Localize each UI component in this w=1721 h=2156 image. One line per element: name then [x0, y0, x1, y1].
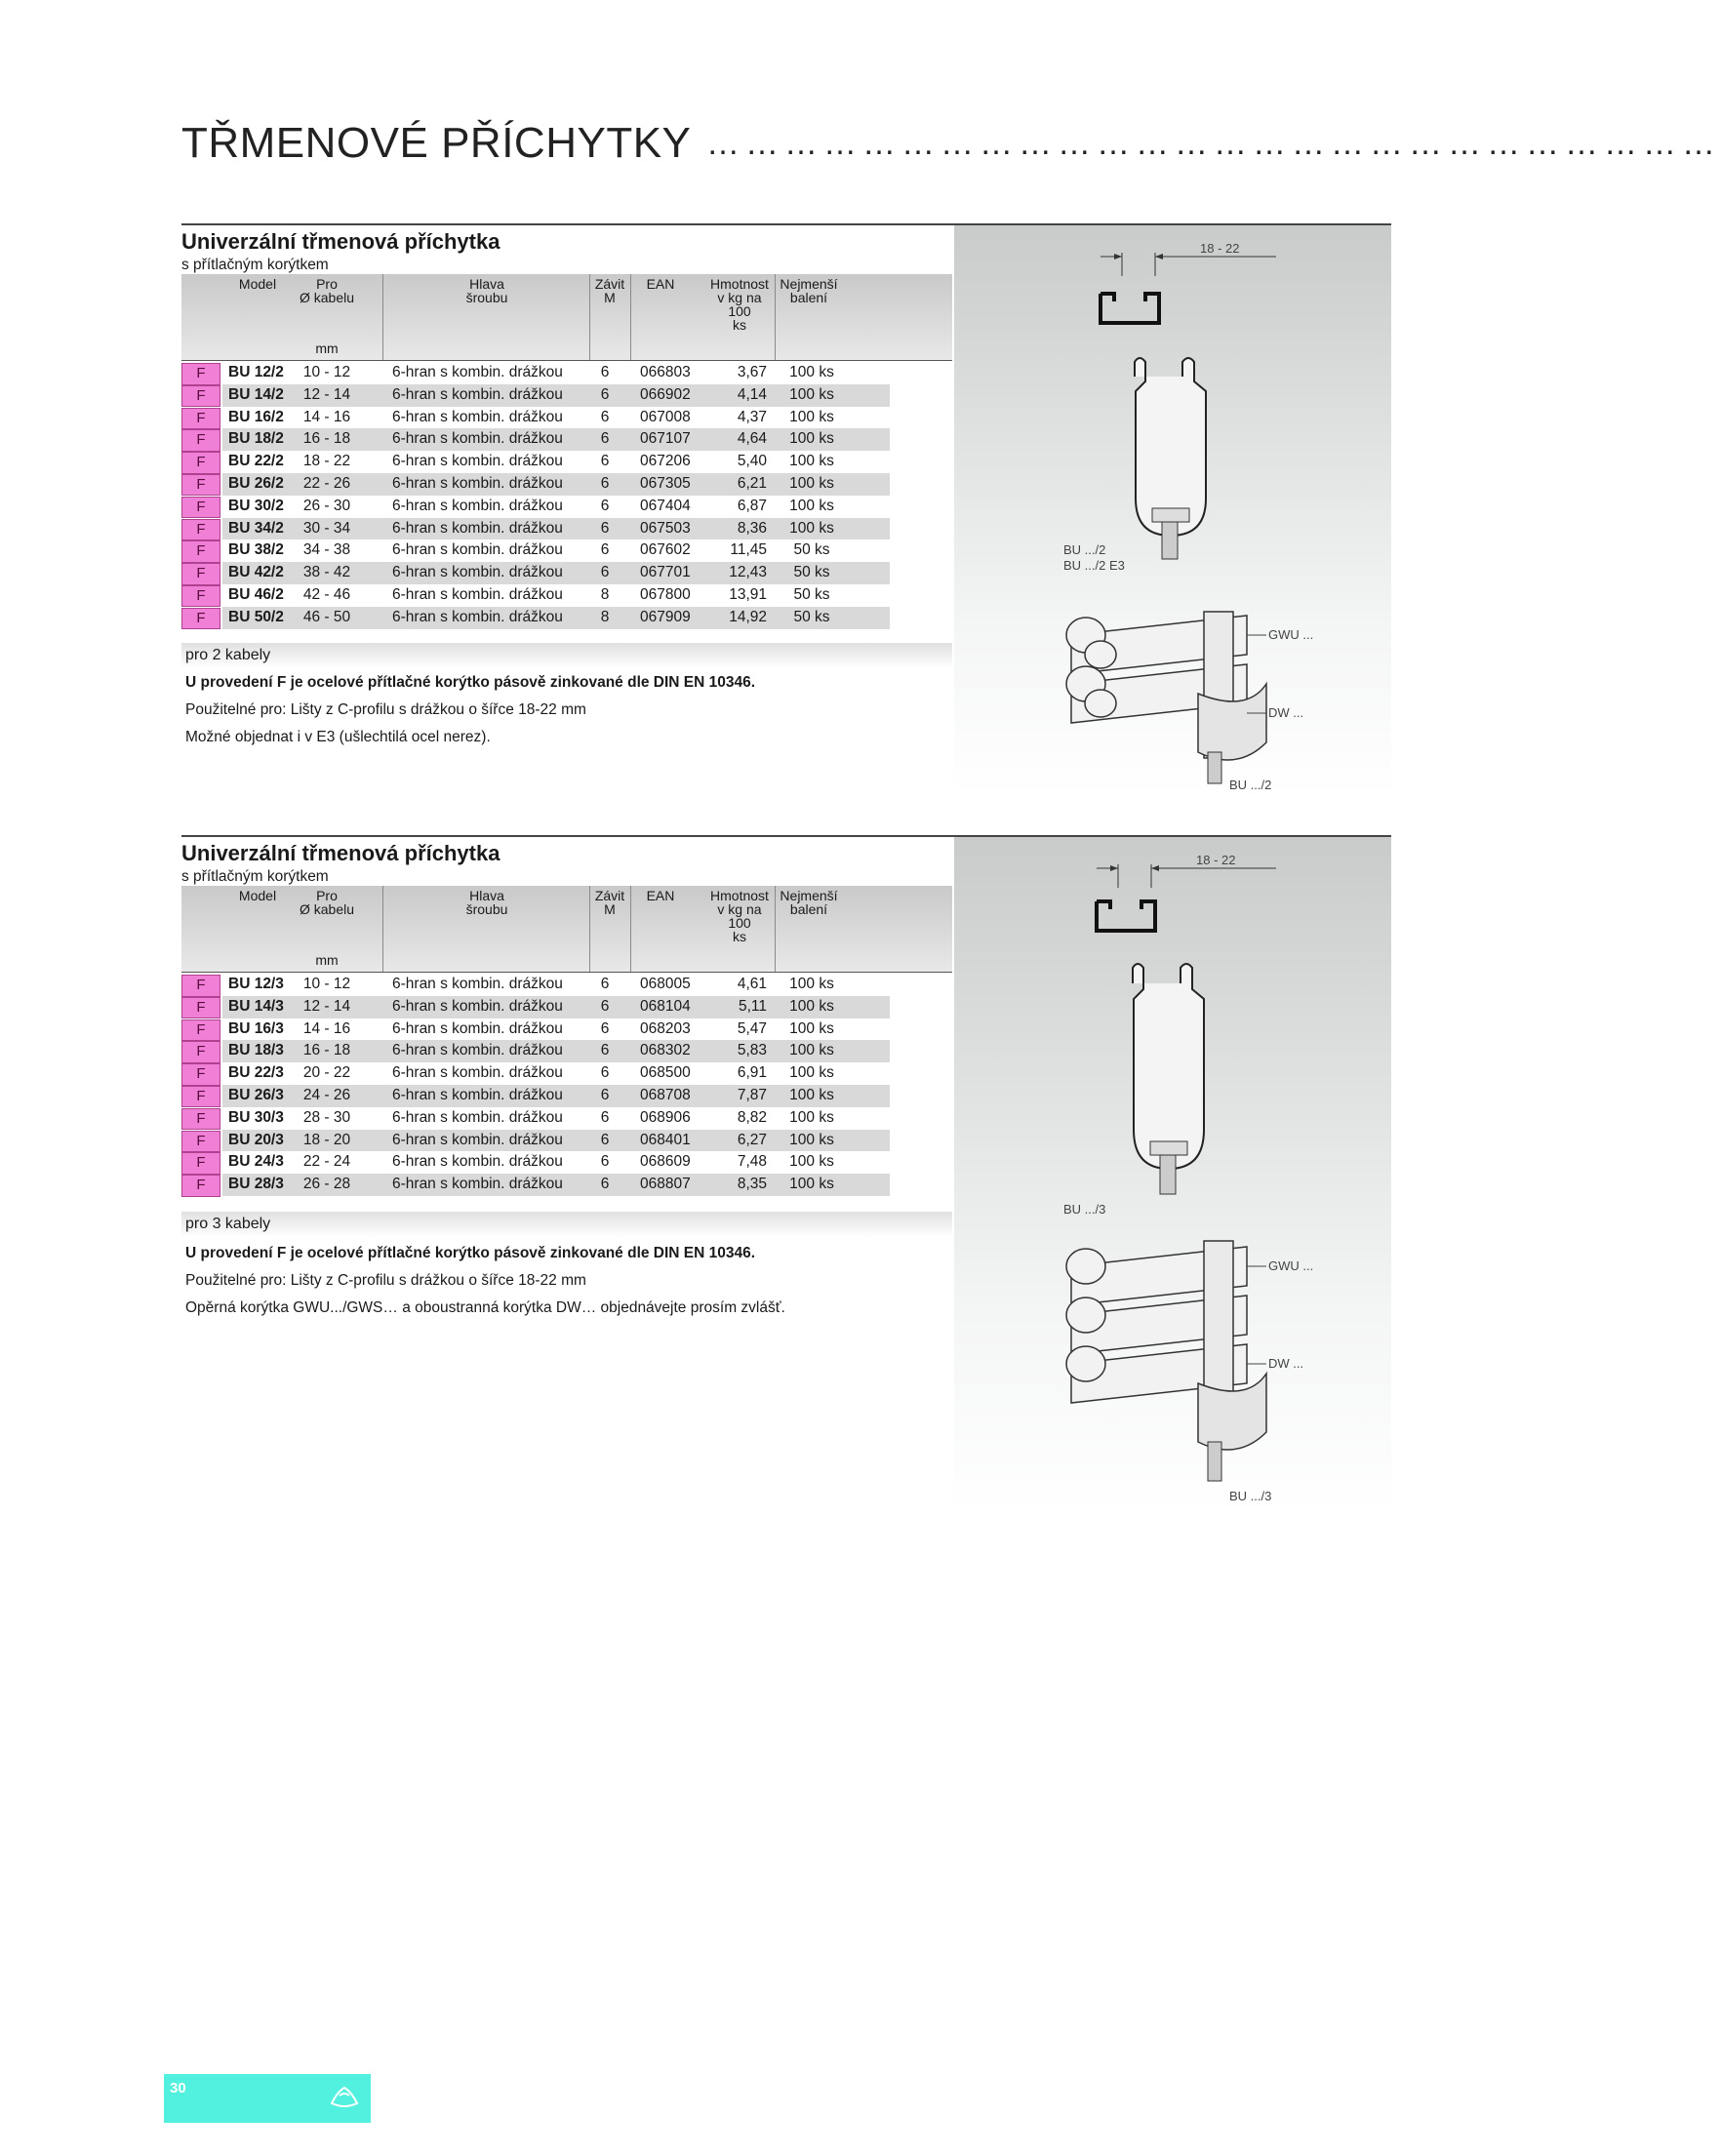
cell-dia: 30 - 34	[302, 519, 351, 537]
cell-weight: 6,91	[737, 1064, 767, 1082]
dim-label: 18 - 22	[1196, 853, 1236, 867]
cell-head: 6-hran s kombin. drážkou	[392, 1064, 563, 1082]
cell-model: BU 24/3	[228, 1153, 284, 1171]
cell-ean: 068203	[640, 1019, 691, 1037]
variant-flag: F	[181, 975, 220, 997]
cell-model: BU 12/3	[228, 976, 284, 992]
variant-flag: F	[181, 429, 220, 452]
section-title: Univerzální třmenová příchytka	[181, 841, 500, 865]
cell-model: BU 18/3	[228, 1042, 284, 1059]
cell-dia: 14 - 16	[302, 1019, 351, 1037]
note-usable: Použitelné pro: Lišty z C-profilu s drážkou o šířce 18-22 mm	[185, 1272, 586, 1289]
cell-dia: 26 - 30	[302, 497, 351, 514]
cell-ean: 067008	[640, 408, 691, 425]
col-nejmensi: Nejmenší balení	[780, 888, 838, 917]
col-zavit: Závit M	[594, 888, 625, 917]
product-illustration	[954, 225, 1391, 795]
note-e3: Možné objednat i v E3 (ušlechtilá ocel nerez).	[185, 729, 491, 745]
variant-flag: F	[181, 1131, 220, 1153]
table-row	[181, 384, 952, 407]
table-row	[181, 584, 952, 607]
clip-label-1: BU .../3	[1063, 1202, 1106, 1217]
cell-weight: 6,87	[737, 497, 767, 514]
col-hmotnost: Hmotnost v kg na 100 ks	[710, 276, 769, 333]
cell-model: BU 26/2	[228, 474, 284, 492]
variant-flag: F	[181, 563, 220, 585]
cell-model: BU 38/2	[228, 541, 284, 559]
cell-weight: 5,40	[737, 453, 767, 470]
dw-label: DW ...	[1268, 1356, 1304, 1371]
cell-head: 6-hran s kombin. drážkou	[392, 1042, 563, 1059]
table-row	[181, 562, 952, 584]
cell-model: BU 26/3	[228, 1086, 284, 1103]
cell-weight: 8,82	[737, 1108, 767, 1126]
cell-ean: 067701	[640, 564, 691, 581]
cell-pack: 50 ks	[793, 541, 830, 559]
clip-label-1: BU .../2	[1063, 542, 1106, 557]
gwu-label: GWU ...	[1268, 627, 1314, 642]
cell-ean: 068401	[640, 1131, 691, 1148]
cell-model: BU 18/2	[228, 430, 284, 448]
cell-weight: 13,91	[729, 585, 767, 603]
cell-ean: 067602	[640, 541, 691, 559]
variant-flag: F	[181, 997, 220, 1019]
cell-thread: 6	[600, 1086, 610, 1103]
page-number-tab	[164, 2074, 371, 2123]
variant-flag: F	[181, 408, 220, 430]
cell-dia: 18 - 20	[302, 1131, 351, 1148]
variant-flag: F	[181, 608, 220, 630]
cell-thread: 6	[600, 976, 610, 992]
cell-ean: 068708	[640, 1086, 691, 1103]
cell-dia: 42 - 46	[302, 585, 351, 603]
cell-thread: 6	[600, 364, 610, 380]
cell-pack: 100 ks	[789, 1019, 834, 1037]
col-pro-unit: mm	[315, 952, 339, 968]
cell-dia: 12 - 14	[302, 997, 351, 1015]
cell-thread: 6	[600, 1131, 610, 1148]
variant-flag: F	[181, 474, 220, 497]
cell-pack: 100 ks	[789, 385, 834, 403]
cell-pack: 100 ks	[789, 997, 834, 1015]
cell-weight: 12,43	[729, 564, 767, 581]
bottom-label: BU .../2	[1229, 778, 1272, 792]
cell-head: 6-hran s kombin. drážkou	[392, 430, 563, 448]
cell-model: BU 30/3	[228, 1108, 284, 1126]
cell-pack: 100 ks	[789, 430, 834, 448]
cell-ean: 067909	[640, 608, 691, 625]
table-row	[181, 996, 952, 1018]
cell-ean: 067107	[640, 430, 691, 448]
cell-dia: 10 - 12	[302, 364, 351, 380]
cell-head: 6-hran s kombin. drážkou	[392, 474, 563, 492]
cell-pack: 100 ks	[789, 519, 834, 537]
cell-model: BU 28/3	[228, 1176, 284, 1193]
cell-model: BU 42/2	[228, 564, 284, 581]
cell-head: 6-hran s kombin. drážkou	[392, 453, 563, 470]
table-row	[181, 1018, 952, 1041]
cell-weight: 8,36	[737, 519, 767, 537]
dim-label: 18 - 22	[1200, 241, 1240, 256]
table-row	[181, 1151, 952, 1174]
cell-pack: 100 ks	[789, 1064, 834, 1082]
cell-dia: 16 - 18	[302, 430, 351, 448]
cell-ean: 067305	[640, 474, 691, 492]
col-model: Model	[238, 276, 277, 292]
cell-dia: 12 - 14	[302, 385, 351, 403]
cell-weight: 7,87	[737, 1086, 767, 1103]
cell-thread: 6	[600, 997, 610, 1015]
cell-pack: 100 ks	[789, 1131, 834, 1148]
cell-model: BU 16/3	[228, 1019, 284, 1037]
col-pro: Pro Ø kabelu	[299, 276, 355, 305]
table-row	[181, 518, 952, 540]
cell-model: BU 34/2	[228, 519, 284, 537]
col-nejmensi: Nejmenší balení	[780, 276, 838, 305]
cable-count-label: pro 2 kabely	[181, 643, 952, 668]
cell-ean: 068005	[640, 976, 691, 992]
cell-weight: 4,37	[737, 408, 767, 425]
title-dot-leader: ……………………………………………………………………	[706, 125, 1721, 162]
cell-weight: 4,61	[737, 976, 767, 992]
table-row	[181, 1130, 952, 1152]
cell-model: BU 22/2	[228, 453, 284, 470]
col-hlava: Hlava šroubu	[465, 888, 508, 917]
cell-head: 6-hran s kombin. drážkou	[392, 1086, 563, 1103]
cell-dia: 18 - 22	[302, 453, 351, 470]
cell-head: 6-hran s kombin. drážkou	[392, 1019, 563, 1037]
cell-pack: 100 ks	[789, 1176, 834, 1193]
cell-head: 6-hran s kombin. drážkou	[392, 1108, 563, 1126]
table-row	[181, 473, 952, 496]
cell-head: 6-hran s kombin. drážkou	[392, 976, 563, 992]
cell-thread: 6	[600, 1042, 610, 1059]
dw-label: DW ...	[1268, 705, 1304, 720]
variant-flag: F	[181, 1041, 220, 1063]
cell-head: 6-hran s kombin. drážkou	[392, 997, 563, 1015]
cell-ean: 067503	[640, 519, 691, 537]
cell-head: 6-hran s kombin. drážkou	[392, 608, 563, 625]
variant-flag: F	[181, 1108, 220, 1131]
table-row	[181, 1040, 952, 1062]
cell-dia: 14 - 16	[302, 408, 351, 425]
cell-model: BU 14/2	[228, 385, 284, 403]
cell-thread: 6	[600, 408, 610, 425]
cell-weight: 5,47	[737, 1019, 767, 1037]
variant-flag: F	[181, 519, 220, 541]
cell-head: 6-hran s kombin. drážkou	[392, 564, 563, 581]
table-row	[181, 428, 952, 451]
cell-dia: 24 - 26	[302, 1086, 351, 1103]
cell-ean: 066902	[640, 385, 691, 403]
cell-dia: 34 - 38	[302, 541, 351, 559]
cell-ean: 068906	[640, 1108, 691, 1126]
cell-ean: 068807	[640, 1176, 691, 1193]
cell-dia: 28 - 30	[302, 1108, 351, 1126]
cell-pack: 100 ks	[789, 976, 834, 992]
cell-thread: 8	[600, 585, 610, 603]
cell-model: BU 16/2	[228, 408, 284, 425]
page-number: 30	[170, 2080, 186, 2096]
cell-weight: 11,45	[730, 541, 767, 559]
cell-thread: 6	[600, 1064, 610, 1082]
cell-weight: 4,64	[737, 430, 767, 448]
cell-model: BU 22/3	[228, 1064, 284, 1082]
cell-dia: 22 - 26	[302, 474, 351, 492]
table-row	[181, 1107, 952, 1130]
cell-pack: 50 ks	[793, 564, 830, 581]
note-usable: Použitelné pro: Lišty z C-profilu s drážkou o šířce 18-22 mm	[185, 701, 586, 718]
note-order: Opěrná korýtka GWU.../GWS… a oboustranná korýtka DW… objednávejte prosím zvlášť.	[185, 1299, 785, 1316]
cell-thread: 6	[600, 519, 610, 537]
cell-ean: 068104	[640, 997, 691, 1015]
cell-weight: 4,14	[737, 385, 767, 403]
section-2-cables	[181, 223, 1391, 809]
cell-dia: 26 - 28	[302, 1176, 351, 1193]
cell-head: 6-hran s kombin. drážkou	[392, 519, 563, 537]
cell-pack: 100 ks	[789, 364, 834, 380]
cell-thread: 6	[600, 430, 610, 448]
table-body	[181, 362, 952, 629]
col-hlava: Hlava šroubu	[465, 276, 508, 305]
variant-flag: F	[181, 1063, 220, 1086]
cell-pack: 100 ks	[789, 453, 834, 470]
cell-model: BU 14/3	[228, 997, 284, 1015]
cell-thread: 6	[600, 385, 610, 403]
cell-weight: 5,11	[738, 997, 767, 1015]
cell-pack: 100 ks	[789, 1153, 834, 1171]
cell-weight: 5,83	[737, 1042, 767, 1059]
bottom-label: BU .../3	[1229, 1489, 1272, 1503]
cell-head: 6-hran s kombin. drážkou	[392, 1153, 563, 1171]
col-ean: EAN	[646, 888, 675, 903]
cell-weight: 3,67	[737, 364, 767, 380]
section-title: Univerzální třmenová příchytka	[181, 229, 500, 254]
variant-flag: F	[181, 540, 220, 563]
cell-pack: 100 ks	[789, 474, 834, 492]
cell-thread: 6	[600, 564, 610, 581]
cell-pack: 100 ks	[789, 497, 834, 514]
cell-head: 6-hran s kombin. drážkou	[392, 585, 563, 603]
cell-ean: 066803	[640, 364, 691, 380]
cell-head: 6-hran s kombin. drážkou	[392, 385, 563, 403]
variant-flag: F	[181, 385, 220, 408]
cell-head: 6-hran s kombin. drážkou	[392, 408, 563, 425]
variant-flag: F	[181, 1086, 220, 1108]
cable-count-label: pro 3 kabely	[181, 1212, 952, 1237]
cell-model: BU 20/3	[228, 1131, 284, 1148]
cell-head: 6-hran s kombin. drážkou	[392, 541, 563, 559]
cell-pack: 100 ks	[789, 1086, 834, 1103]
cell-ean: 068500	[640, 1064, 691, 1082]
clip-label-2: BU .../2 E3	[1063, 558, 1125, 573]
section-subtitle: s přítlačným korýtkem	[181, 868, 329, 885]
variant-flag: F	[181, 1175, 220, 1197]
cell-thread: 8	[600, 608, 610, 625]
section-subtitle: s přítlačným korýtkem	[181, 257, 329, 273]
cell-head: 6-hran s kombin. drážkou	[392, 1176, 563, 1193]
table-row	[181, 1062, 952, 1085]
table-row	[181, 362, 952, 384]
gwu-label: GWU ...	[1268, 1258, 1314, 1273]
col-pro-unit: mm	[315, 340, 339, 356]
cell-weight: 7,48	[737, 1153, 767, 1171]
product-illustration	[954, 837, 1391, 1514]
cell-weight: 14,92	[729, 608, 767, 625]
variant-flag: F	[181, 1019, 220, 1042]
cell-model: BU 12/2	[228, 364, 284, 380]
cell-head: 6-hran s kombin. drážkou	[392, 497, 563, 514]
col-zavit: Závit M	[594, 276, 625, 305]
table-row	[181, 407, 952, 429]
cell-dia: 10 - 12	[302, 976, 351, 992]
cell-ean: 067800	[640, 585, 691, 603]
table-row	[181, 974, 952, 996]
table-row	[181, 496, 952, 518]
cell-ean: 067206	[640, 453, 691, 470]
cell-pack: 100 ks	[789, 1042, 834, 1059]
note-din: U provedení F je ocelové přítlačné korýtko pásově zinkované dle DIN EN 10346.	[185, 674, 756, 691]
table-body	[181, 974, 952, 1196]
variant-flag: F	[181, 585, 220, 608]
cell-dia: 16 - 18	[302, 1042, 351, 1059]
table-header	[181, 274, 952, 361]
cell-ean: 068609	[640, 1153, 691, 1171]
table-row	[181, 1174, 952, 1196]
note-din: U provedení F je ocelové přítlačné korýtko pásově zinkované dle DIN EN 10346.	[185, 1245, 756, 1261]
cell-thread: 6	[600, 1108, 610, 1126]
table-header	[181, 886, 952, 973]
cell-thread: 6	[600, 1153, 610, 1171]
cell-head: 6-hran s kombin. drážkou	[392, 364, 563, 380]
cell-pack: 50 ks	[793, 608, 830, 625]
cell-model: BU 30/2	[228, 497, 284, 514]
cell-thread: 6	[600, 541, 610, 559]
col-model: Model	[238, 888, 277, 903]
cell-pack: 100 ks	[789, 1108, 834, 1126]
table-row	[181, 607, 952, 629]
page-title: TŘMENOVÉ PŘÍCHYTKY	[181, 119, 692, 167]
cell-weight: 6,27	[737, 1131, 767, 1148]
cell-pack: 100 ks	[789, 408, 834, 425]
section-3-cables	[181, 835, 1391, 1518]
table-row	[181, 539, 952, 562]
col-hmotnost: Hmotnost v kg na 100 ks	[710, 888, 769, 944]
variant-flag: F	[181, 452, 220, 474]
variant-flag: F	[181, 497, 220, 519]
variant-flag: F	[181, 1152, 220, 1175]
cell-weight: 8,35	[737, 1176, 767, 1193]
cell-thread: 6	[600, 474, 610, 492]
cell-thread: 6	[600, 1176, 610, 1193]
cell-ean: 068302	[640, 1042, 691, 1059]
col-pro: Pro Ø kabelu	[299, 888, 355, 917]
cell-dia: 38 - 42	[302, 564, 351, 581]
cell-head: 6-hran s kombin. drážkou	[392, 1131, 563, 1148]
cell-ean: 067404	[640, 497, 691, 514]
variant-flag: F	[181, 363, 220, 385]
cell-weight: 6,21	[737, 474, 767, 492]
cell-model: BU 50/2	[228, 608, 284, 625]
cell-pack: 50 ks	[793, 585, 830, 603]
cell-thread: 6	[600, 497, 610, 514]
cell-dia: 20 - 22	[302, 1064, 351, 1082]
table-row	[181, 451, 952, 473]
table-row	[181, 1085, 952, 1107]
brand-logo-icon	[328, 2082, 361, 2116]
cell-dia: 46 - 50	[302, 608, 351, 625]
cell-thread: 6	[600, 453, 610, 470]
col-ean: EAN	[646, 276, 675, 292]
cell-thread: 6	[600, 1019, 610, 1037]
cell-dia: 22 - 24	[302, 1153, 351, 1171]
cell-model: BU 46/2	[228, 585, 284, 603]
